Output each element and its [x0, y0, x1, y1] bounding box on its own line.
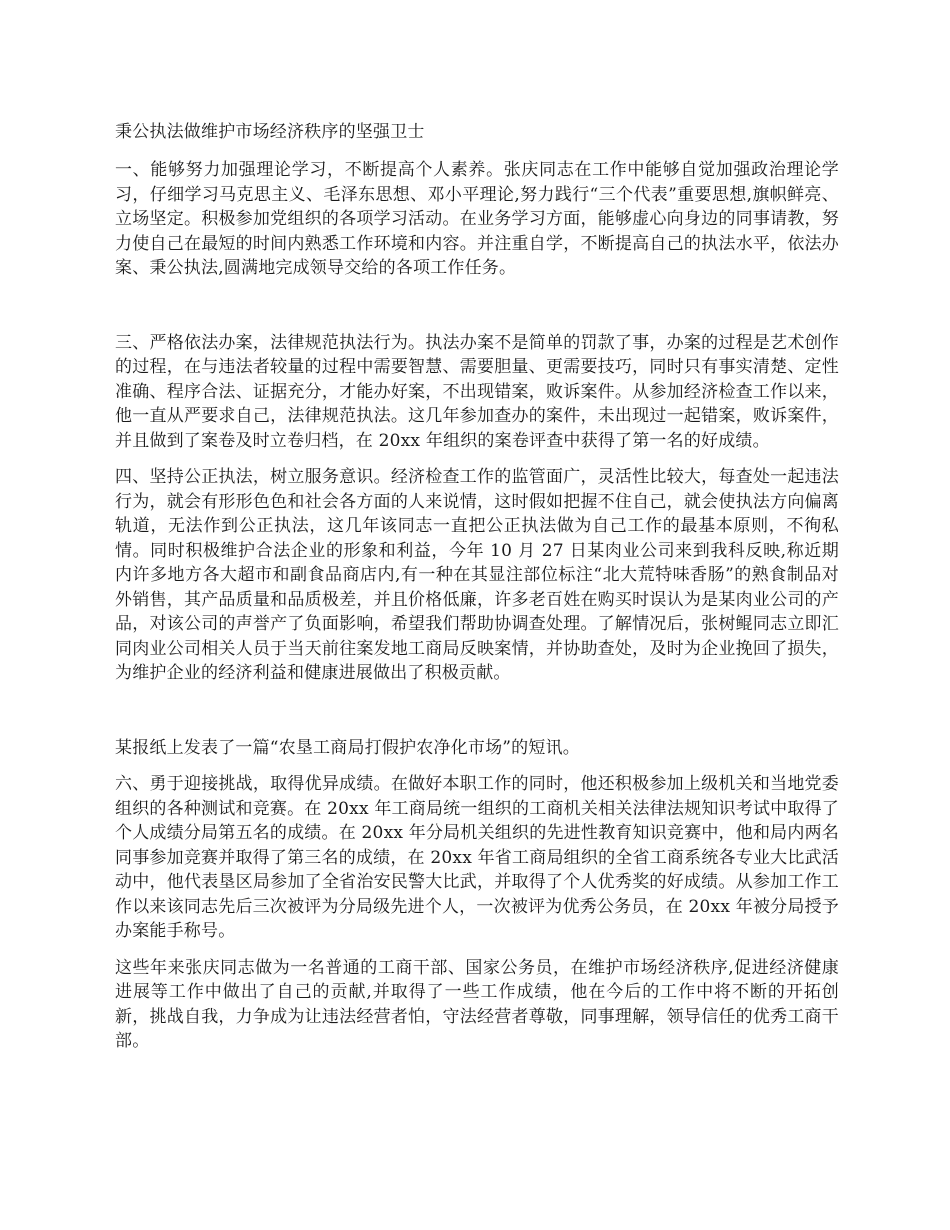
paragraph-1: 一、能够努力加强理论学习，不断提高个人素养。张庆同志在工作中能够自觉加强政治理论学习，仔细学习马克思主义、毛泽东思想、邓小平理论,努力践行“三个代表”重要思想,旗帜鲜亮、立场坚定。积极参加党组织的各项学习活动。在业务学习方面，能够虚心向身边的同事请教，努力使自己在最短的时间内熟悉工作环境和内容。并注重自学，不断提高自己的执法水平，依法办案、秉公执法,圆满地完成领导交给的各项工作任务。 [115, 160, 839, 278]
paragraph-4: 四、坚持公正执法，树立服务意识。经济检查工作的监管面广，灵活性比较大，每查处一起违法行为，就会有形形色色和社会各方面的人来说情，这时假如把握不住自己，就会使执法方向偏离轨道，无法作到公正执法，这几年该同志一直把公正执法做为自己工作的最基本原则，不徇私情。同时积极维护合法企业的形象和利益，今年 10 月 27 日某肉业公司来到我科反映,称近期内许多地方各大超市和副食品商店内,有一种在其显注部位标注“北大荒特味香肠”的熟食制品对外销售，其产品质量和品质极差，并且价格低廉，许多老百姓在购买时误认为是某肉业公司的产品，对该公司的声誉产了负面影响，希望我们帮助协调查处理。了解情况后，张树鲲同志立即汇同肉业公司相关人员于当天前往案发地工商局反映案情，并协助查处，及时为企业挽回了损失，为维护企业的经济利益和健康进展做出了积极贡献。 [115, 467, 839, 683]
paragraph-3: 三、严格依法办案，法律规范执法行为。执法办案不是简单的罚款了事，办案的过程是艺术创作的过程，在与违法者较量的过程中需要智慧、需要胆量、更需要技巧，同时只有事实清楚、定性准确、程序合法、证据充分，才能办好案，不出现错案，败诉案件。从参加经济检查工作以来，他一直从严要求自己，法律规范执法。这几年参加查办的案件，未出现过一起错案，败诉案件，并且做到了案卷及时立卷归档，在 20xx 年组织的案卷评查中获得了第一名的好成绩。 [115, 332, 839, 451]
spacer [115, 698, 839, 736]
document-body [115, 118, 839, 1066]
paragraph-6: 六、勇于迎接挑战，取得优异成绩。在做好本职工作的同时，他还积极参加上级机关和当地党委组织的各种测试和竞赛。在 20xx 年工商局统一组织的工商机关相关法律法规知识考试中取得了个人成绩分局第五名的成绩。在 20xx 年分局机关组织的先进性教育知识竞赛中，他和局内两名同事参加竞赛并取得了第三名的成绩，在 20xx 年省工商局组织的全省工商系统各专业大比武活动中，他代表垦区局参加了全省治安民警大比武，并取得了个人优秀奖的好成绩。从参加工作工作以来该同志先后三次被评为分局级先进个人，一次被评为优秀公务员，在 20xx 年被分局授予办案能手称号。 [115, 774, 839, 941]
paragraph-news: 某报纸上发表了一篇“农垦工商局打假护农净化市场”的短讯。 [115, 737, 580, 758]
paragraph-conclusion: 这些年来张庆同志做为一名普通的工商干部、国家公务员，在维护市场经济秩序,促进经济健康进展等工作中做出了自己的贡献,并取得了一些工作成绩，他在今后的工作中将不断的开拓创新，挑战自我，力争成为让违法经营者怕，守法经营者尊敬，同事理解，领导信任的优秀工商干部。 [115, 957, 839, 1051]
document-title: 秉公执法做维护市场经济秩序的坚强卫士 [115, 122, 425, 142]
spacer [115, 293, 839, 331]
